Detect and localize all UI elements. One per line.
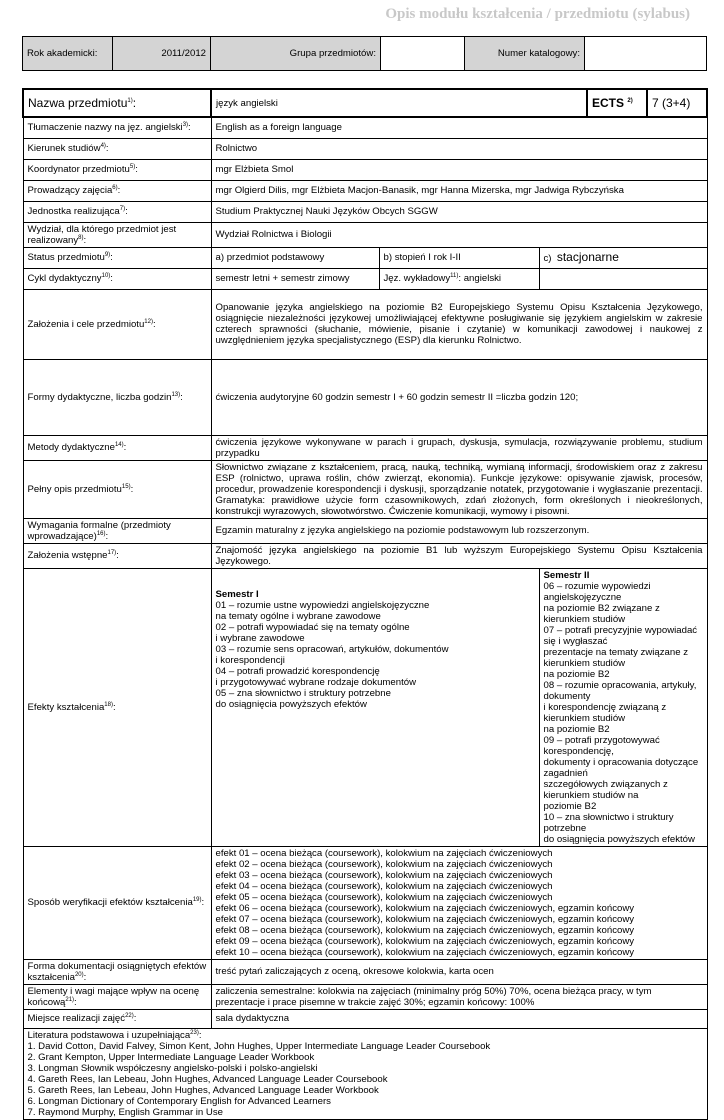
meta-table <box>22 36 707 71</box>
verification-item: efekt 07 – ocena bieżąca (coursework), kolokwium na zajęciach ćwiczeniowych, egzamin końcowy <box>215 913 635 925</box>
semester-1-title: Semestr I <box>215 588 259 600</box>
status-a: a) przedmiot podstawowy <box>211 247 379 268</box>
semester-2-title: Semestr II <box>543 569 590 581</box>
goals-label: Założenia i cele przedmiotu$^{12)}$: <box>23 289 211 359</box>
ects-label: ECTS $^{2)}$ <box>587 89 647 117</box>
status-c: c) stacjonarne <box>539 247 707 268</box>
academic-year-value: 2011/2012 <box>113 37 211 71</box>
documentation-label: Forma dokumentacji osiągniętych efektów kształcenia$^{20)}$: <box>23 959 211 984</box>
verification-item: efekt 06 – ocena bieżąca (coursework), kolokwium na zajęciach ćwiczeniowych, egzamin końcowy <box>215 902 635 914</box>
verification-item: efekt 01 – ocena bieżąca (coursework), kolokwium na zajęciach ćwiczeniowych <box>215 847 553 859</box>
forms-label: Formy dydaktyczne, liczba godzin$^{13)}$: <box>23 359 211 435</box>
instructors-value: mgr Olgierd Dilis, mgr Elżbieta Macjon-Banasik, mgr Hanna Mizerska, mgr Jadwiga Rybczyńska <box>211 180 707 201</box>
academic-year-label: Rok akademicki: <box>23 37 113 71</box>
empty-cell <box>539 268 707 289</box>
weights-label: Elementy i wagi mające wpływ na ocenę końcową$^{21)}$: <box>23 984 211 1009</box>
literature-item: 4. Gareth Rees, Ian Lebeau, John Hughes, Advanced Language Leader Coursebook <box>27 1073 388 1085</box>
syllabus-table <box>22 88 708 1120</box>
verification-item: efekt 10 – ocena bieżąca (coursework), kolokwium na zajęciach ćwiczeniowych, egzamin końcowy <box>215 946 635 958</box>
course-name-label: Nazwa przedmiotu$^{1)}$: <box>23 89 211 117</box>
status-b: b) stopień I rok I-II <box>379 247 539 268</box>
methods-value: ćwiczenia językowe wykonywane w parach i grupach, dyskusja, symulacja, rozwiązywanie problemu, studium przypadku <box>211 435 707 460</box>
semester-1-text: 01 – rozumie ustne wypowiedzi angielskojęzyczne na tematy ogólne i wybrane zawodowe 02 – potrafi wypowiadać się na tematy ogólne i wybrane zawodowe 03 – rozumie sens opracowań, artykułów, dokumentów i korespondencji 04 – potrafi prowadzić korespondencję i przygotowywać wybrane rodzaje dokumentów 05 – zna słownictwo i struktury potrzebne do osiągnięcia powyższych efektów <box>215 599 449 710</box>
translation-label: Tłumaczenie nazwy na jęz. angielski$^{3)}$: <box>23 117 211 138</box>
description-label: Pełny opis przedmiotu$^{15)}$: <box>23 460 211 518</box>
literature-item: 1. David Cotton, David Falvey, Simon Kent, John Hughes, Upper Intermediate Language Leader Coursebook <box>27 1040 491 1052</box>
weights-value: zaliczenia semestralne: kolokwia na zajęciach (minimalny próg 50%) 70%, ocena bieżąca pracy, w tym prezentacje i prace pisemne w trakcie zajęć 30%; egzamin końcowy: 100% <box>211 984 707 1009</box>
verification-item: efekt 04 – ocena bieżąca (coursework), kolokwium na zajęciach ćwiczeniowych <box>215 880 553 892</box>
subject-group-value <box>381 37 465 71</box>
location-value: sala dydaktyczna <box>211 1009 707 1028</box>
coordinator-label: Koordynator przedmiotu$^{5)}$: <box>23 159 211 180</box>
cycle-label: Cykl dydaktyczny$^{10)}$: <box>23 268 211 289</box>
catalog-number-label: Numer katalogowy: <box>465 37 585 71</box>
literature-item: 7. Raymond Murphy, English Grammar in Use <box>27 1106 223 1118</box>
documentation-value: treść pytań zaliczających z oceną, okresowe kolokwia, karta ocen <box>211 959 707 984</box>
subject-group-label: Grupa przedmiotów: <box>211 37 381 71</box>
course-name-value: język angielski <box>211 89 587 117</box>
verification-list <box>211 846 707 959</box>
prerequisites-label: Założenia wstępne$^{17)}$: <box>23 543 211 568</box>
outcomes-semester-2 <box>539 568 707 846</box>
requirements-value: Egzamin maturalny z języka angielskiego na poziomie podstawowym lub rozszerzonym. <box>211 518 707 543</box>
goals-value: Opanowanie języka angielskiego na poziomie B2 Europejskiego Systemu Opisu Kształcenia Językowego, osiągnięcie niezależności językowej umożliwiającej efektywne posługiwanie się językiem angielskim w zakresie czterech sprawności (słuchanie, mówienie, pisanie i czytanie) w komunikacji zawodowej i naukowej z uwzględnieniem języka specjalistycznego (ESP) dla kierunku Rolnictwo. <box>211 289 707 359</box>
unit-label: Jednostka realizująca$^{7)}$: <box>23 201 211 222</box>
forms-value: ćwiczenia audytoryjne 60 godzin semestr I + 60 godzin semestr II =liczba godzin 120; <box>211 359 707 435</box>
literature-label: Literatura podstawowa i uzupełniająca$^{23)}$: <box>27 1029 202 1041</box>
verification-label: Sposób weryfikacji efektów kształcenia$^{19)}$: <box>23 846 211 959</box>
outcomes-semester-1 <box>211 568 539 846</box>
description-value: Słownictwo związane z kształceniem, pracą, nauką, techniką, wymianą informacji, środowiskiem oraz z zakresu ESP (rolnictwo, uprawa roślin, chów zwierząt, ekonomia). Funkcje językowe: opisywanie zjawisk, procesów, procedur, prowadzenie korespondencji i dyskusji, sporządzanie notatek, przygotowanie i wygłaszanie prezentacji. Gramatyka: prawidłowe użycie form czasownikowych, zdań złożonych, form określonych i nieokreślonych, konstrukcji wyrazowych, słowotwórstwo. Ćwiczenie komunikacji, wymowy i pisowni. <box>211 460 707 518</box>
language-cell: Jęz. wykładowy$^{11)}$: angielski <box>379 268 539 289</box>
verification-item: efekt 02 – ocena bieżąca (coursework), kolokwium na zajęciach ćwiczeniowych <box>215 858 553 870</box>
literature-item: 5. Gareth Rees, Ian Lebeau, John Hughes, Advanced Language Leader Workbook <box>27 1084 379 1096</box>
literature-item: 2. Grant Kempton, Upper Intermediate Language Leader Workbook <box>27 1051 315 1063</box>
methods-label: Metody dydaktyczne$^{14)}$: <box>23 435 211 460</box>
page-header-title: Opis modułu kształcenia / przedmiotu (sylabus) <box>385 6 690 22</box>
requirements-label: Wymagania formalne (przedmioty wprowadzające)$^{16)}$: <box>23 518 211 543</box>
location-label: Miejsce realizacji zajęć$^{22)}$: <box>23 1009 211 1028</box>
literature-item: 6. Longman Dictionary of Contemporary English for Advanced Learners <box>27 1095 331 1107</box>
translation-value: English as a foreign language <box>211 117 707 138</box>
verification-item: efekt 05 – ocena bieżąca (coursework), kolokwium na zajęciach ćwiczeniowych <box>215 891 553 903</box>
field-of-study-label: Kierunek studiów$^{4)}$: <box>23 138 211 159</box>
ects-value: 7 (3+4) <box>647 89 707 117</box>
status-label: Status przedmiotu$^{9)}$: <box>23 247 211 268</box>
literature-cell <box>23 1028 707 1119</box>
literature-item: 3. Longman Słownik współczesny angielsko-polski i polsko-angielski <box>27 1062 318 1074</box>
faculty-value: Wydział Rolnictwa i Biologii <box>211 222 707 247</box>
prerequisites-value: Znajomość języka angielskiego na poziomie B1 lub wyższym Europejskiego Systemu Opisu Kształcenia Językowego. <box>211 543 707 568</box>
cycle-value: semestr letni + semestr zimowy <box>211 268 379 289</box>
field-of-study-value: Rolnictwo <box>211 138 707 159</box>
verification-item: efekt 03 – ocena bieżąca (coursework), kolokwium na zajęciach ćwiczeniowych <box>215 869 553 881</box>
instructors-label: Prowadzący zajęcia$^{6)}$: <box>23 180 211 201</box>
verification-item: efekt 08 – ocena bieżąca (coursework), kolokwium na zajęciach ćwiczeniowych, egzamin końcowy <box>215 924 635 936</box>
catalog-number-value <box>585 37 707 71</box>
semester-2-text: 06 – rozumie wypowiedzi angielskojęzyczne na poziomie B2 związane z kierunkiem studiów 07 – potrafi precyzyjnie wypowiadać się i wygłaszać prezentacje na tematy związane z kierunkiem studiów na poziomie B2 08 – rozumie opracowania, artykuły, dokumenty i korespondencję związaną z kierunkiem studiów na poziomie B2 09 – potrafi przygotowywać korespondencję, dokumenty i opracowania dotyczące zagadnień szczegółowych związanych z kierunkiem studiów na poziomie B2 10 – zna słownictwo i struktury potrzebne do osiągnięcia powyższych efektów <box>543 580 699 845</box>
unit-value: Studium Praktycznej Nauki Języków Obcych SGGW <box>211 201 707 222</box>
coordinator-value: mgr Elżbieta Smol <box>211 159 707 180</box>
verification-item: efekt 09 – ocena bieżąca (coursework), kolokwium na zajęciach ćwiczeniowych, egzamin końcowy <box>215 935 635 947</box>
outcomes-label: Efekty kształcenia$^{18)}$: <box>23 568 211 846</box>
faculty-label: Wydział, dla którego przedmiot jest realizowany$^{8)}$: <box>23 222 211 247</box>
